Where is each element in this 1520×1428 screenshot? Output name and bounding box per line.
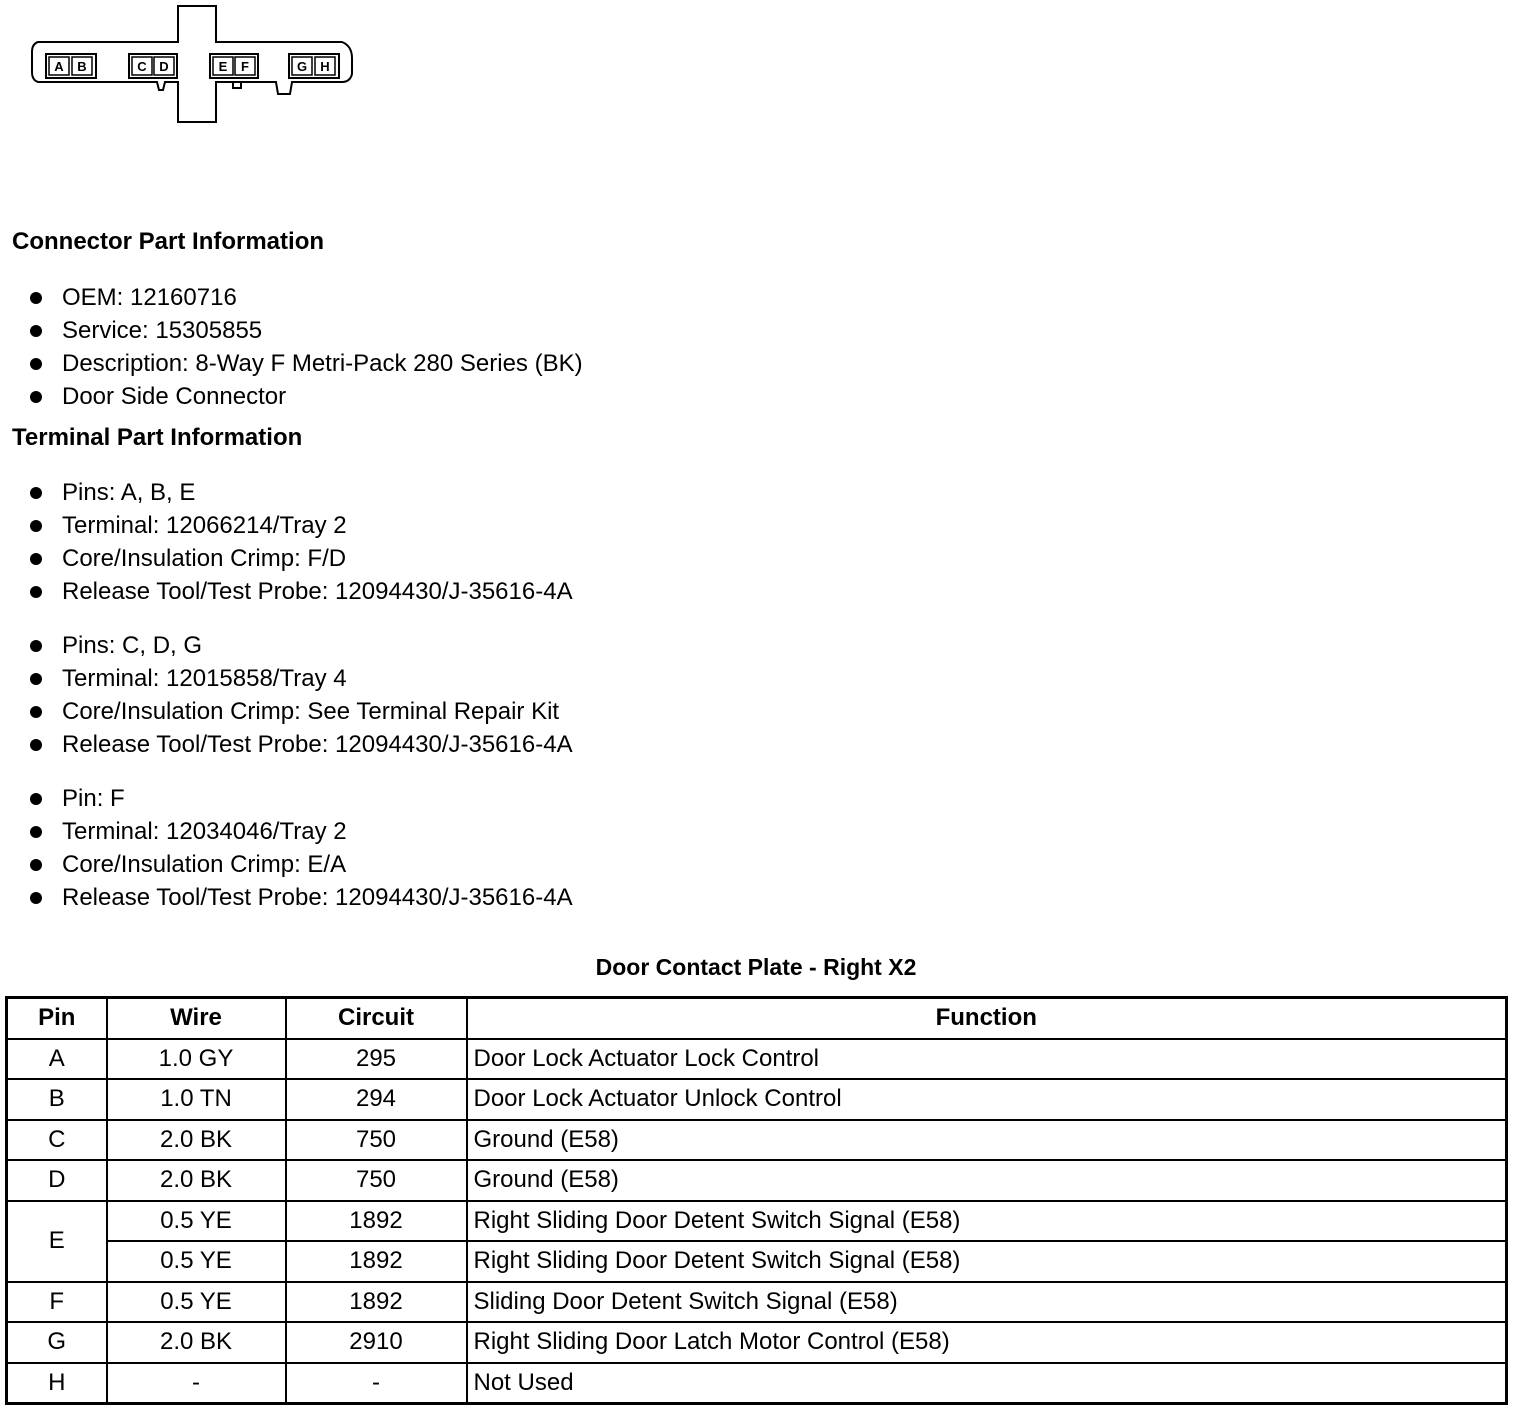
pin-label-f: F: [241, 59, 249, 74]
list-item: Release Tool/Test Probe: 12094430/J-35616-4A: [30, 728, 573, 761]
cell-circuit: -: [286, 1363, 467, 1404]
terminal-part-info-heading: Terminal Part Information: [12, 424, 303, 451]
table-row: [7, 1201, 1507, 1242]
cell-wire: 0.5 YE: [107, 1201, 286, 1242]
header-pin: Pin: [7, 998, 107, 1039]
cell-pin: A: [7, 1039, 107, 1080]
cell-circuit: 295: [286, 1039, 467, 1080]
pinout-table: [5, 996, 1508, 1405]
table-header-row: [7, 998, 1507, 1039]
pin-label-e: E: [218, 59, 228, 74]
cell-function: Door Lock Actuator Unlock Control: [467, 1079, 1507, 1120]
list-item: Release Tool/Test Probe: 12094430/J-35616-4A: [30, 575, 573, 608]
connector-face-diagram: [28, 2, 358, 124]
list-item: Core/Insulation Crimp: See Terminal Repair Kit: [30, 695, 573, 728]
list-item: Release Tool/Test Probe: 12094430/J-35616-4A: [30, 881, 573, 914]
cell-pin: C: [7, 1120, 107, 1161]
cell-pin: H: [7, 1363, 107, 1404]
list-item: Service: 15305855: [30, 314, 583, 347]
cell-pin: B: [7, 1079, 107, 1120]
pin-label-a: A: [54, 59, 64, 74]
cell-wire: 2.0 BK: [107, 1160, 286, 1201]
table-row: [7, 1160, 1507, 1201]
cell-pin: E: [7, 1201, 107, 1282]
cell-function: Sliding Door Detent Switch Signal (E58): [467, 1282, 1507, 1323]
list-item: Pins: C, D, G: [30, 629, 573, 662]
cell-circuit: 750: [286, 1120, 467, 1161]
pin-label-b: B: [77, 59, 87, 74]
cell-pin: G: [7, 1322, 107, 1363]
list-item: Terminal: 12015858/Tray 4: [30, 662, 573, 695]
cell-wire: 2.0 BK: [107, 1120, 286, 1161]
cell-wire: -: [107, 1363, 286, 1404]
list-item: Terminal: 12034046/Tray 2: [30, 815, 573, 848]
cell-circuit: 2910: [286, 1322, 467, 1363]
cell-function: Door Lock Actuator Lock Control: [467, 1039, 1507, 1080]
cell-circuit: 294: [286, 1079, 467, 1120]
terminal-group-3: [30, 782, 573, 914]
cell-function: Ground (E58): [467, 1160, 1507, 1201]
pin-label-h: H: [320, 59, 330, 74]
cell-function: Right Sliding Door Detent Switch Signal (E58): [467, 1241, 1507, 1282]
cell-function: Right Sliding Door Detent Switch Signal (E58): [467, 1201, 1507, 1242]
cell-wire: 0.5 YE: [107, 1241, 286, 1282]
header-function: Function: [467, 998, 1507, 1039]
list-item: Terminal: 12066214/Tray 2: [30, 509, 573, 542]
cell-function: Right Sliding Door Latch Motor Control (E58): [467, 1322, 1507, 1363]
list-item: OEM: 12160716: [30, 281, 583, 314]
cell-function: Ground (E58): [467, 1120, 1507, 1161]
cell-pin: D: [7, 1160, 107, 1201]
header-circuit: Circuit: [286, 998, 467, 1039]
table-row: [7, 1039, 1507, 1080]
list-item: Pins: A, B, E: [30, 476, 573, 509]
list-item: Core/Insulation Crimp: F/D: [30, 542, 573, 575]
list-item: Core/Insulation Crimp: E/A: [30, 848, 573, 881]
cell-wire: 1.0 TN: [107, 1079, 286, 1120]
pin-label-c: C: [137, 59, 147, 74]
terminal-group-1: [30, 476, 573, 608]
cell-wire: 0.5 YE: [107, 1282, 286, 1323]
cell-wire: 1.0 GY: [107, 1039, 286, 1080]
cell-wire: 2.0 BK: [107, 1322, 286, 1363]
table-row: [7, 1322, 1507, 1363]
list-item: Description: 8-Way F Metri-Pack 280 Series (BK): [30, 347, 583, 380]
table-row: [7, 1120, 1507, 1161]
cell-function: Not Used: [467, 1363, 1507, 1404]
terminal-group-2: [30, 629, 573, 761]
table-row: [7, 1241, 1507, 1282]
header-wire: Wire: [107, 998, 286, 1039]
table-row: [7, 1363, 1507, 1404]
list-item: Pin: F: [30, 782, 573, 815]
cell-circuit: 1892: [286, 1241, 467, 1282]
pin-label-d: D: [159, 59, 169, 74]
pin-label-g: G: [296, 59, 308, 74]
table-row: [7, 1079, 1507, 1120]
cell-circuit: 750: [286, 1160, 467, 1201]
connector-part-info-heading: Connector Part Information: [12, 228, 325, 255]
table-row: [7, 1282, 1507, 1323]
cell-pin: F: [7, 1282, 107, 1323]
list-item: Door Side Connector: [30, 380, 583, 413]
connector-part-info-list: [30, 281, 583, 413]
cell-circuit: 1892: [286, 1201, 467, 1242]
table-title: Door Contact Plate - Right X2: [595, 954, 917, 980]
cell-circuit: 1892: [286, 1282, 467, 1323]
